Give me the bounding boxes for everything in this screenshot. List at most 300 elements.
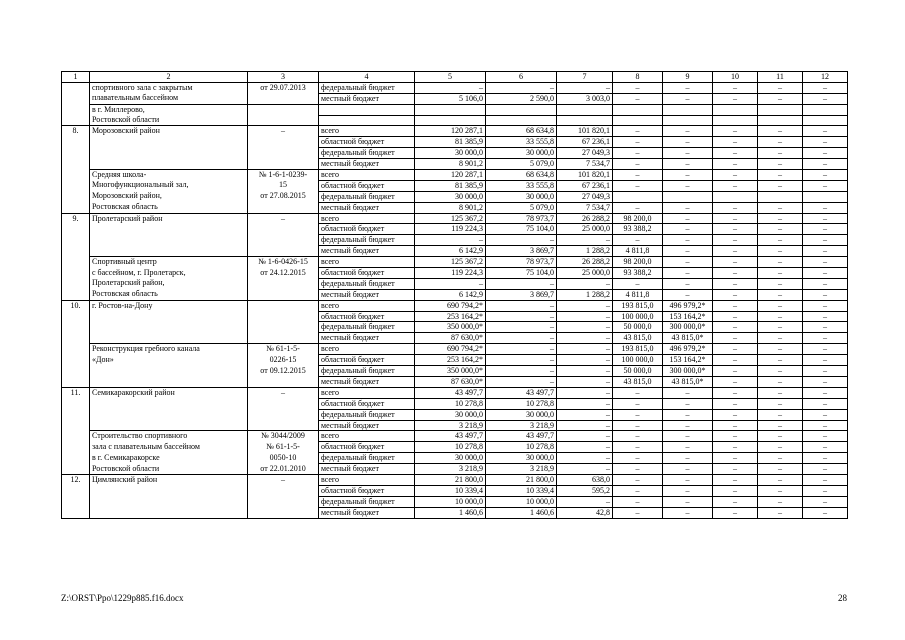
table-cell: – [803,202,848,213]
table-cell: – [758,300,803,311]
table-cell: 5 106,0 [415,93,486,104]
table-cell: № 61-1-5- [248,344,319,355]
table-cell [248,93,319,104]
table-row [62,170,848,181]
table-cell: – [713,355,758,366]
column-header: 4 [319,72,415,83]
table-cell: – [613,137,663,148]
table-cell [248,246,319,257]
table-cell: – [758,180,803,191]
table-cell: Морозовский район [90,126,248,137]
table-row [62,268,848,279]
table-cell: – [758,376,803,387]
table-row [62,148,848,159]
table-cell: всего [319,170,415,181]
table-cell: № 1-6-0426-15 [248,257,319,268]
table-cell: – [557,376,613,387]
table-cell: – [613,453,663,464]
table-cell: – [713,202,758,213]
table-cell: 0050-10 [248,453,319,464]
table-cell: 25 000,0 [557,268,613,279]
table-row [62,496,848,507]
column-header: 7 [557,72,613,83]
table-cell: – [803,442,848,453]
table-cell: 5 079,0 [486,159,557,170]
table-cell: – [557,311,613,322]
column-header: 8 [613,72,663,83]
table-cell [663,104,713,115]
table-cell: – [713,300,758,311]
table-cell: местный бюджет [319,420,415,431]
table-cell: – [663,148,713,159]
table-cell: – [713,82,758,93]
table-cell [557,115,613,126]
table-cell: – [713,170,758,181]
table-cell [613,104,663,115]
table-cell [62,398,90,409]
table-cell [613,191,663,202]
table-cell: всего [319,387,415,398]
table-cell: федеральный бюджет [319,278,415,289]
table-cell: – [415,278,486,289]
table-cell: 26 288,2 [557,257,613,268]
table-cell: федеральный бюджет [319,496,415,507]
table-cell: – [663,474,713,485]
column-header: 6 [486,72,557,83]
table-cell: – [663,409,713,420]
table-cell: областной бюджет [319,137,415,148]
table-cell: 98 200,0 [613,257,663,268]
table-cell [62,485,90,496]
table-cell: – [663,420,713,431]
table-cell: 30 000,0 [486,409,557,420]
table-cell: – [663,213,713,224]
table-cell: «Дон» [90,355,248,366]
table-cell: 101 820,1 [557,170,613,181]
table-cell: 81 385,9 [415,137,486,148]
column-header: 5 [415,72,486,83]
table-row [62,246,848,257]
table-cell: 3 218,9 [486,420,557,431]
table-cell: 93 388,2 [613,224,663,235]
table-cell: 2 590,0 [486,93,557,104]
table-cell: федеральный бюджет [319,322,415,333]
table-cell [248,333,319,344]
table-cell: 33 555,8 [486,180,557,191]
table-cell: 68 634,8 [486,170,557,181]
table-cell: – [758,257,803,268]
table-cell: 10 278,8 [486,398,557,409]
table-cell: – [713,289,758,300]
file-path: Z:\ORST\Ppo\1229p885.f16.docx [61,593,184,603]
table-cell: 9. [62,213,90,224]
table-cell: федеральный бюджет [319,148,415,159]
table-row [62,213,848,224]
table-cell: 30 000,0 [486,191,557,202]
table-cell: 125 367,2 [415,257,486,268]
table-cell: – [663,93,713,104]
table-cell: – [557,344,613,355]
table-row [62,202,848,213]
table-cell [248,137,319,148]
table-row [62,300,848,311]
column-header: 2 [90,72,248,83]
table-cell: всего [319,257,415,268]
table-cell: – [713,333,758,344]
table-cell: – [613,202,663,213]
table-cell: местный бюджет [319,202,415,213]
table-cell: – [248,387,319,398]
table-cell: – [758,213,803,224]
table-row [62,104,848,115]
table-cell [62,170,90,181]
table-cell: – [663,224,713,235]
table-cell [62,257,90,268]
table-cell: – [613,93,663,104]
table-cell: 153 164,2* [663,311,713,322]
table-cell: Ростовская область [90,202,248,213]
table-cell: – [486,311,557,322]
table-cell [62,289,90,300]
table-cell: – [613,126,663,137]
table-cell: – [613,180,663,191]
table-cell: – [613,507,663,518]
table-cell: – [713,344,758,355]
table-cell: – [663,82,713,93]
table-cell [248,224,319,235]
table-cell: местный бюджет [319,93,415,104]
table-cell: Пролетарский район, [90,278,248,289]
table-cell: 87 630,0* [415,333,486,344]
table-cell: Семикаракорский район [90,387,248,398]
table-cell [62,464,90,475]
table-row [62,322,848,333]
table-cell: – [803,409,848,420]
table-row [62,409,848,420]
table-cell: – [758,202,803,213]
table-cell: областной бюджет [319,311,415,322]
table-cell [90,311,248,322]
table-cell: – [803,170,848,181]
table-cell: – [713,366,758,377]
table-cell: 8 901,2 [415,159,486,170]
table-cell: – [713,387,758,398]
table-cell: – [248,213,319,224]
table-cell: 120 287,1 [415,126,486,137]
table-cell: от 29.07.2013 [248,82,319,93]
table-cell: 67 236,1 [557,180,613,191]
table-cell: местный бюджет [319,289,415,300]
table-cell: 30 000,0 [415,191,486,202]
table-cell: плавательным бассейном [90,93,248,104]
table-cell [248,104,319,115]
table-cell: 193 815,0 [613,300,663,311]
table-cell: Пролетарский район [90,213,248,224]
table-cell [248,159,319,170]
table-cell: областной бюджет [319,485,415,496]
table-cell: – [557,496,613,507]
table-cell: – [713,464,758,475]
table-cell [90,148,248,159]
table-cell [248,322,319,333]
table-row [62,93,848,104]
table-cell: – [803,453,848,464]
table-cell [90,420,248,431]
table-cell: – [663,464,713,475]
budget-table [61,71,848,519]
table-cell: 350 000,0* [415,322,486,333]
table-cell: местный бюджет [319,333,415,344]
table-cell: – [663,170,713,181]
table-cell: 253 164,2* [415,355,486,366]
table-cell: федеральный бюджет [319,235,415,246]
table-cell: – [713,257,758,268]
table-row [62,278,848,289]
table-row [62,376,848,387]
table-cell [248,148,319,159]
table-cell: Средняя школа- [90,170,248,181]
table-cell: – [486,300,557,311]
table-cell: – [557,409,613,420]
table-cell: от 27.08.2015 [248,191,319,202]
table-cell: 10 278,8 [415,398,486,409]
page-number: 28 [838,593,847,603]
table-cell: – [713,496,758,507]
table-cell: 43 497,7 [486,387,557,398]
table-cell [613,115,663,126]
table-cell: 153 164,2* [663,355,713,366]
table-cell: – [758,170,803,181]
table-cell: – [248,126,319,137]
table-cell: 4 811,8 [613,289,663,300]
column-header: 10 [713,72,758,83]
table-cell: федеральный бюджет [319,366,415,377]
table-cell: – [663,257,713,268]
table-cell: – [803,496,848,507]
table-row [62,82,848,93]
table-cell: 43 497,7 [415,431,486,442]
table-cell [90,322,248,333]
table-cell: – [758,148,803,159]
table-cell [248,398,319,409]
table-cell: – [613,278,663,289]
table-cell: 1 288,2 [557,246,613,257]
table-cell [248,485,319,496]
table-cell: зала с плавательным бассейном [90,442,248,453]
table-cell: – [803,398,848,409]
table-cell: – [803,376,848,387]
table-cell: федеральный бюджет [319,82,415,93]
table-cell: – [663,180,713,191]
table-cell: – [758,366,803,377]
table-cell [62,191,90,202]
table-cell: – [758,387,803,398]
table-cell [62,420,90,431]
table-cell: федеральный бюджет [319,191,415,202]
table-cell: 27 049,3 [557,148,613,159]
table-cell: 15 [248,180,319,191]
table-cell: 30 000,0 [486,148,557,159]
table-cell: № 61-1-5- [248,442,319,453]
table-cell: – [758,246,803,257]
table-cell [248,235,319,246]
table-cell [62,278,90,289]
table-row [62,398,848,409]
table-cell: – [803,159,848,170]
table-cell: – [758,420,803,431]
table-cell: всего [319,300,415,311]
table-cell: 75 104,0 [486,268,557,279]
table-cell: – [803,420,848,431]
table-cell: 101 820,1 [557,126,613,137]
table-cell: – [557,322,613,333]
table-cell: – [758,289,803,300]
table-cell [415,115,486,126]
table-cell: – [663,159,713,170]
table-cell: – [803,311,848,322]
table-cell: 120 287,1 [415,170,486,181]
table-cell: Морозовский район, [90,191,248,202]
table-cell: – [713,148,758,159]
table-cell [90,376,248,387]
table-cell: – [758,159,803,170]
table-cell [62,137,90,148]
table-cell [90,246,248,257]
table-cell [248,409,319,420]
table-cell: – [713,409,758,420]
table-cell [486,104,557,115]
table-cell [62,246,90,257]
table-cell: – [557,398,613,409]
table-cell: – [758,333,803,344]
table-cell: 7 534,7 [557,202,613,213]
table-cell: – [663,398,713,409]
table-cell: – [803,289,848,300]
table-row [62,180,848,191]
table-cell: 1 288,2 [557,289,613,300]
table-cell: 21 800,0 [415,474,486,485]
table-cell: Реконструкция гребного канала [90,344,248,355]
table-cell: 21 800,0 [486,474,557,485]
table-cell: 42,8 [557,507,613,518]
table-cell: 8 901,2 [415,202,486,213]
table-cell [62,507,90,518]
table-cell [62,93,90,104]
table-cell: 43 815,0* [663,376,713,387]
table-cell: с бассейном, г. Пролетарск, [90,268,248,279]
table-cell: всего [319,126,415,137]
table-cell: – [713,431,758,442]
table-cell: 30 000,0 [415,409,486,420]
table-cell: – [613,464,663,475]
table-cell: – [758,464,803,475]
table-cell: – [803,507,848,518]
table-row [62,420,848,431]
table-cell [248,496,319,507]
table-cell: федеральный бюджет [319,409,415,420]
table-cell: – [557,82,613,93]
table-cell: – [557,355,613,366]
table-cell: 6 142,9 [415,289,486,300]
table-cell: – [663,246,713,257]
table-cell: 43 815,0* [663,333,713,344]
table-cell [62,453,90,464]
table-cell: 6 142,9 [415,246,486,257]
table-cell: – [557,278,613,289]
table-cell: 1 460,6 [415,507,486,518]
table-cell: местный бюджет [319,159,415,170]
table-cell [62,431,90,442]
table-cell: – [613,409,663,420]
table-cell [248,420,319,431]
table-cell: 3 869,7 [486,289,557,300]
table-cell: – [713,224,758,235]
table-cell: – [713,159,758,170]
table-cell: – [803,93,848,104]
table-cell: – [758,398,803,409]
table-cell: – [613,170,663,181]
table-cell: – [613,235,663,246]
table-cell: – [713,420,758,431]
table-cell: Многофункциональный зал, [90,180,248,191]
table-cell [319,115,415,126]
table-cell: – [803,224,848,235]
table-cell: – [803,257,848,268]
table-cell: Цимлянский район [90,474,248,485]
table-cell: 10 278,8 [486,442,557,453]
table-cell: – [663,431,713,442]
table-cell: 87 630,0* [415,376,486,387]
table-cell: 50 000,0 [613,322,663,333]
table-cell [62,376,90,387]
table-cell [319,104,415,115]
table-cell: от 22.01.2010 [248,464,319,475]
table-cell [62,496,90,507]
table-cell: – [663,442,713,453]
table-cell: 119 224,3 [415,224,486,235]
table-cell [90,224,248,235]
table-cell: Ростовской области [90,464,248,475]
table-cell: – [713,278,758,289]
table-row [62,126,848,137]
table-row [62,235,848,246]
table-cell: 27 049,3 [557,191,613,202]
table-cell: – [803,431,848,442]
table-cell: 3 869,7 [486,246,557,257]
table-cell [62,148,90,159]
table-cell: 78 973,7 [486,257,557,268]
table-cell: – [803,474,848,485]
table-cell [803,104,848,115]
table-cell: областной бюджет [319,442,415,453]
table-cell: 125 367,2 [415,213,486,224]
table-cell: – [557,453,613,464]
table-cell: 26 288,2 [557,213,613,224]
table-cell: – [713,213,758,224]
table-cell: – [803,246,848,257]
table-cell: – [713,485,758,496]
table-cell: – [415,235,486,246]
table-cell: в г. Миллерово, [90,104,248,115]
table-cell: – [557,420,613,431]
table-cell: – [713,311,758,322]
table-cell: – [713,180,758,191]
table-cell: от 09.12.2015 [248,366,319,377]
table-cell: 43 815,0 [613,376,663,387]
table-cell: 0226-15 [248,355,319,366]
table-row [62,344,848,355]
table-row [62,453,848,464]
